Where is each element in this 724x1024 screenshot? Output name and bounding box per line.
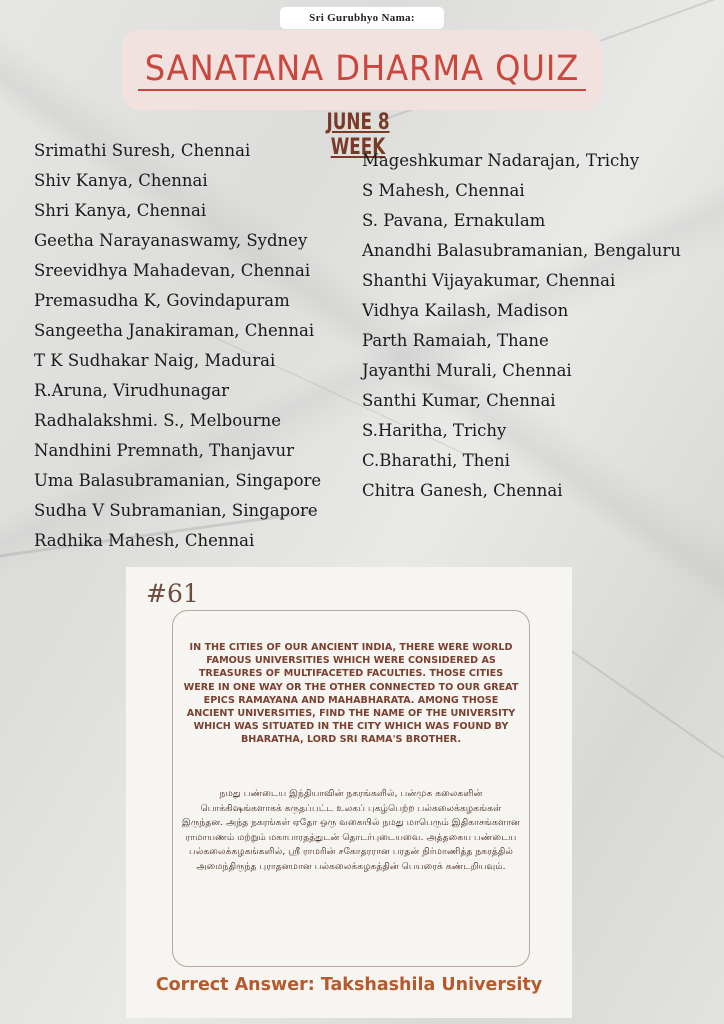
winner-name: Vidhya Kailash, Madison: [362, 301, 569, 320]
winner-name: Srimathi Suresh, Chennai: [34, 141, 251, 160]
winner-name: Santhi Kumar, Chennai: [362, 391, 556, 410]
winner-name: Radhika Mahesh, Chennai: [34, 531, 255, 550]
winner-name: Parth Ramaiah, Thane: [362, 331, 549, 350]
winner-name: Anandhi Balasubramanian, Bengaluru: [362, 241, 681, 260]
winner-name: R.Aruna, Virudhunagar: [34, 381, 230, 400]
question-tamil: நமது பண்டைய இந்தியாவின் நகரங்களில், பன்முக கலைகளின் பொக்கிஷங்களாகக் கருதப்பட்ட உலகப் புகழ்பெற்ற பல்கலைக்கழகங்கள் இருந்தன. அந்த நகரங்கள் ஏதோ ஒரு வகையில் நமது மாபெரும் இதிகாசங்களான ராமாயணம் மற்றும் மகாபாரதத்துடன் தொடர்புடையவை. அத்தகைய பண்டைய பல்கலைக்கழகங்களில், ஸ்ரீ ராமரின் சகோதரரான பரதன் நிர்மாணித்த நகரத்தில் அமைந்திருந்த புராதனமான பல்கலைக்கழகத்தின் பெயரைக் கண்டறியவும்.: [182, 788, 520, 872]
winners-list-right: [362, 146, 681, 506]
question-frame: [172, 610, 530, 967]
correct-answer: Correct Answer: Takshashila University: [155, 975, 543, 995]
mantra-label: Sri Gurubhyo Nama:: [280, 7, 444, 29]
winner-name: Chitra Ganesh, Chennai: [362, 481, 563, 500]
winner-name: Mageshkumar Nadarajan, Trichy: [362, 151, 640, 170]
winner-name: Shanthi Vijayakumar, Chennai: [362, 271, 616, 290]
page-title: SANATANA DHARMA QUIZ: [144, 49, 580, 89]
winner-name: Uma Balasubramanian, Singapore: [34, 471, 322, 490]
winner-name: Sudha V Subramanian, Singapore: [34, 501, 318, 520]
week-label: JUNE 8 WEEK: [326, 110, 390, 160]
quiz-card: [126, 567, 572, 1018]
winner-name: S.Haritha, Trichy: [362, 421, 507, 440]
winner-name: S Mahesh, Chennai: [362, 181, 525, 200]
title-banner: [122, 30, 602, 110]
title-underline: [138, 89, 586, 91]
winner-name: S. Pavana, Ernakulam: [362, 211, 546, 230]
winner-name: Shri Kanya, Chennai: [34, 201, 207, 220]
quiz-number: #61: [146, 579, 199, 608]
winners-list-left: [34, 136, 321, 556]
winner-name: Nandhini Premnath, Thanjavur: [34, 441, 295, 460]
winner-name: Geetha Narayanaswamy, Sydney: [34, 231, 308, 250]
winner-name: Shiv Kanya, Chennai: [34, 171, 208, 190]
winner-name: Premasudha K, Govindapuram: [34, 291, 290, 310]
winner-name: Radhalakshmi. S., Melbourne: [34, 411, 282, 430]
winner-name: Jayanthi Murali, Chennai: [362, 361, 572, 380]
winner-name: Sangeetha Janakiraman, Chennai: [34, 321, 315, 340]
winner-name: T K Sudhakar Naig, Madurai: [34, 351, 276, 370]
winner-name: Sreevidhya Mahadevan, Chennai: [34, 261, 311, 280]
question-english: IN THE CITIES OF OUR ANCIENT INDIA, THERE WERE WORLD FAMOUS UNIVERSITIES WHICH WERE CONSIDERED AS TREASURES OF MULTIFACETED FACULTIES. THOSE CITIES WERE IN ONE WAY OR THE OTHER CONNECTED TO OUR GREAT EPICS RAMAYANA AND MAHABHARATA. AMONG THOSE ANCIENT UNIVERSITIES, FIND THE NAME OF THE UNIVERSITY WHICH WAS SITUATED IN THE CITY WHICH WAS FOUND BY BHARATHA, LORD SRI RAMA'S BROTHER.: [183, 642, 519, 746]
winner-name: C.Bharathi, Theni: [362, 451, 510, 470]
